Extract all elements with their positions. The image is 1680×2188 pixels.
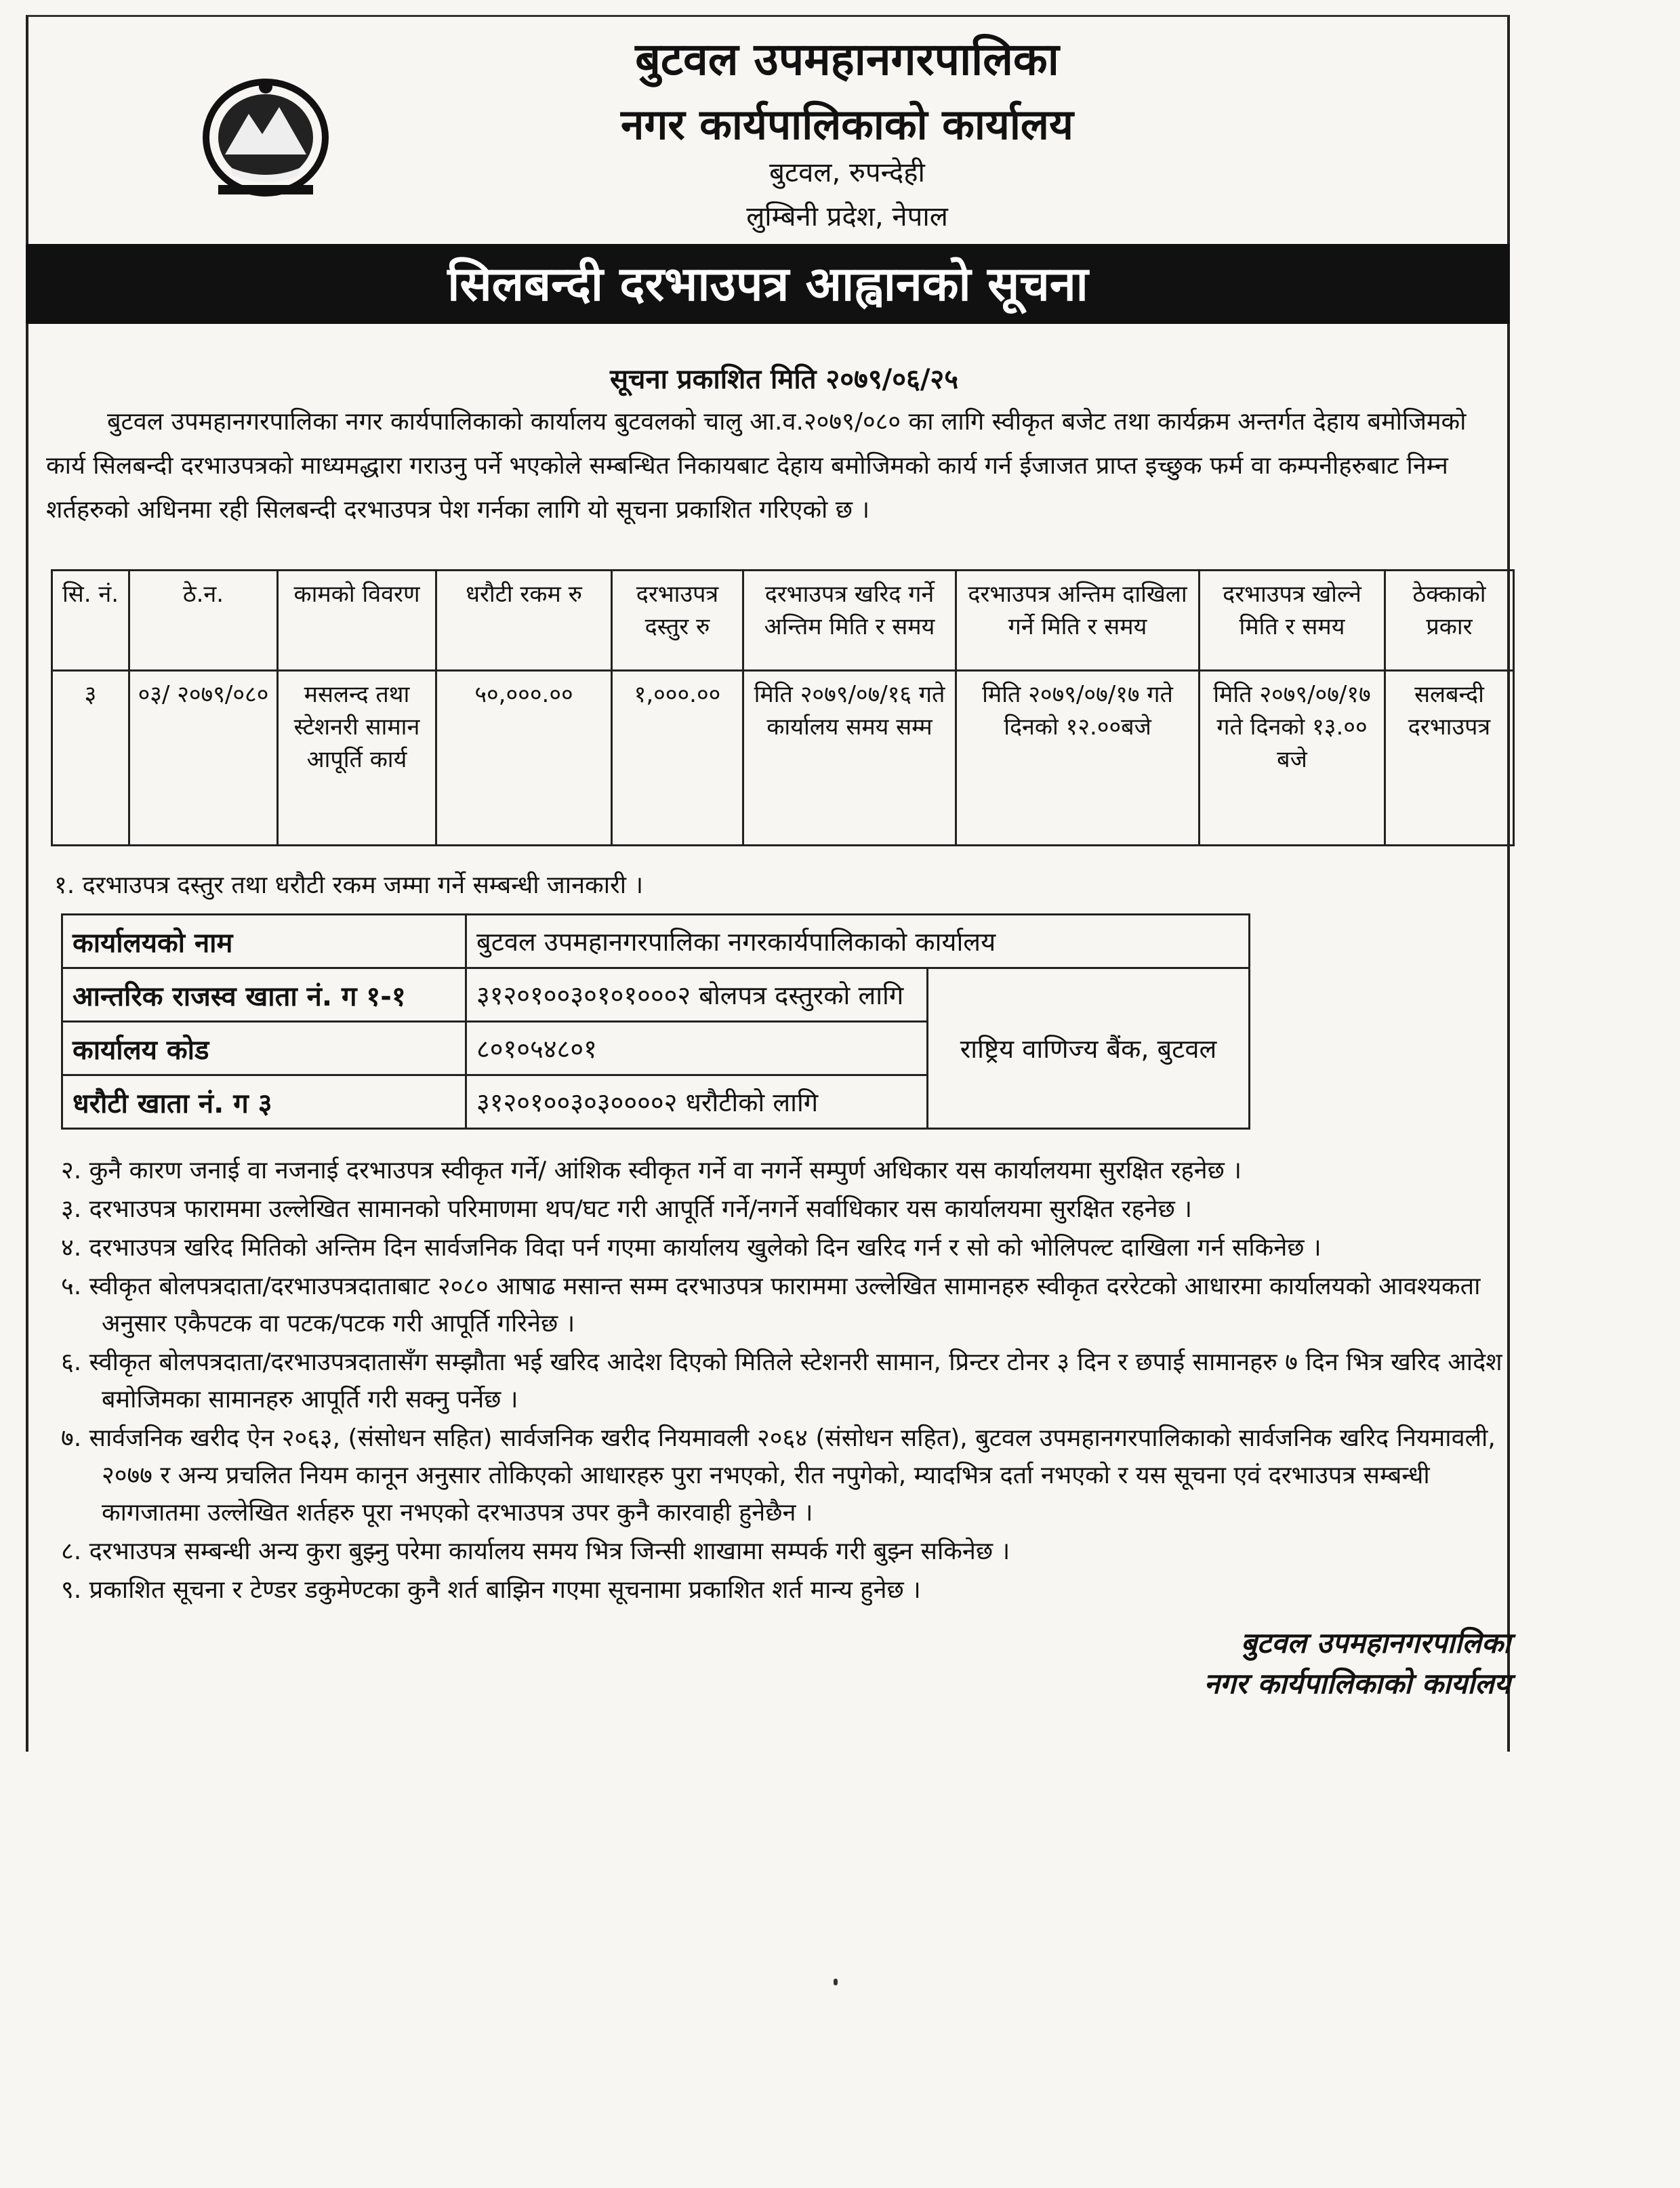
header-cell: ठेक्काको प्रकार <box>1385 571 1514 671</box>
account-value: ८०१०५४८०१ <box>466 1022 928 1075</box>
header-cell: ठे.न. <box>129 571 278 671</box>
list-item: ६. स्वीकृत बोलपत्रदाता/दरभाउपत्रदातासँग सम्झौता भई खरिद आदेश दिएको मितिले स्टेशनरी सामान, प्रिन्टर टोनर ३ दिन र छपाई सामानहरु ७ दिन भित्र खरिद आदेश बमोजिमका सामानहरु आपूर्ति गरी सक्नु पर्नेछ । <box>61 1348 1502 1413</box>
header-cell: सि. नं. <box>52 571 129 671</box>
published-date: सूचना प्रकाशित मिति २०७९/०६/२५ <box>610 364 959 395</box>
table-row <box>62 915 1250 968</box>
list-item: ९. प्रकाशित सूचना र टेण्डर डकुमेण्टका कुनै शर्त बाझिन गएमा सूचनामा प्रकाशित शर्त मान्य हुनेछ । <box>61 1576 921 1604</box>
list-item: ५. स्वीकृत बोलपत्रदाता/दरभाउपत्रदाताबाट २०८० आषाढ मसान्त सम्म दरभाउपत्र फाराममा उल्लेखित सामानहरु स्वीकृत दररेटको आधारमा कार्यालयको आवश्यकता अनुसार एकैपटक वा पटक/पटक गरी आपूर्ति गरिनेछ । <box>61 1273 1481 1338</box>
list-item: ४. दरभाउपत्र खरिद मितिको अन्तिम दिन सार्वजनिक विदा पर्न गएमा कार्यालय खुलेको दिन खरिद गर्न र सो को भोलिपल्ट दाखिला गर्न सकिनेछ । <box>61 1234 1322 1262</box>
signature-subtitle: नगर कार्यपालिकाको कार्यालय <box>1204 1667 1511 1700</box>
table-cell: मिति २०७९/०७/१६ गते कार्यालय समय सम्म <box>743 671 956 846</box>
header-cell: दरभाउपत्र खोल्ने मिति र समय <box>1200 571 1385 671</box>
terms-list <box>61 1152 1518 1610</box>
list-item: ८. दरभाउपत्र सम्बन्धी अन्य कुरा बुझ्नु परेमा कार्यालय समय भित्र जिन्सी शाखामा सम्पर्क गरी बुझ्न सकिनेछ । <box>61 1537 1010 1565</box>
intro-paragraph: बुटवल उपमहानगरपालिका नगर कार्यपालिकाको कार्यालय बुटवलको चालु आ.व.२०७९/०८० का लागि स्वीकृत बजेट तथा कार्यक्रम अन्तर्गत देहाय बमोजिमको कार्य सिलबन्दी दरभाउपत्रको माध्यमद्धारा गराउनु पर्ने भएकोले सम्बन्धित निकायबाट देहाय बमोजिमको कार्य गर्न ईजाजत प्राप्त इच्छुक फर्म वा कम्पनीहरुबाट निम्न शर्तहरुको अधिनमा रही सिलबन्दी दरभाउपत्र पेश गर्नका लागि यो सूचना प्रकाशित गरिएको छ । <box>46 408 1467 524</box>
office-name: बुटवल उपमहानगरपालिका <box>635 33 1059 85</box>
table-cell: १,०००.०० <box>612 671 743 846</box>
deposit-note: १. दरभाउपत्र दस्तुर तथा धरौटी रकम जम्मा गर्ने सम्बन्धी जानकारी । <box>54 871 644 899</box>
bank-name: राष्ट्रिय वाणिज्य बैंक, बुटवल <box>928 968 1250 1129</box>
table-cell: मसलन्द तथा स्टेशनरी सामान आपूर्ति कार्य <box>278 671 436 846</box>
scan-speck <box>834 1979 838 1985</box>
header-cell: दरभाउपत्र दस्तुर रु <box>612 571 743 671</box>
account-table <box>61 913 1250 1130</box>
table-cell: मिति २०७९/०७/१७ गते दिनको १३.०० बजे <box>1200 671 1385 846</box>
table-cell: ५०,०००.०० <box>436 671 612 846</box>
signature-office: बुटवल उपमहानगरपालिका <box>1240 1626 1511 1659</box>
table-cell: ०३/ २०७९/०८० <box>129 671 278 846</box>
list-item: ३. दरभाउपत्र फाराममा उल्लेखित सामानको परिमाणमा थप/घट गरी आपूर्ति गर्ने/नगर्ने सर्वाधिकार यस कार्यालयमा सुरक्षित रहनेछ । <box>61 1195 1192 1223</box>
account-value: ३१२०१००३०३००००२ धरौटीको लागि <box>466 1075 928 1129</box>
office-subtitle: नगर कार्यपालिकाको कार्यालय <box>621 100 1073 149</box>
header-cell: कामको विवरण <box>278 571 436 671</box>
table-cell: ३ <box>52 671 129 846</box>
office-location: बुटवल, रुपन्देही <box>769 157 925 188</box>
table-cell: मिति २०७९/०७/१७ गते दिनको १२.००बजे <box>956 671 1200 846</box>
account-label: आन्तरिक राजस्व खाता नं. ग १-१ <box>62 968 466 1022</box>
notice-banner: सिलबन्दी दरभाउपत्र आह्वानको सूचना <box>26 244 1510 324</box>
account-value: बुटवल उपमहानगरपालिका नगरकार्यपालिकाको कार्यालय <box>466 915 1250 968</box>
list-item: ७. सार्वजनिक खरीद ऐन २०६३, (संसोधन सहित) सार्वजनिक खरीद नियमावली २०६४ (संसोधन सहित), बुटवल उपमहानगरपालिकाको सार्वजनिक खरिद नियमावली, २०७७ र अन्य प्रचलित नियम कानून अनुसार तोकिएको आधारहरु पुरा नभएको, रीत नपुगेको, म्यादभित्र दर्ता नभएको र यस सूचना एवं दरभाउपत्र सम्बन्धी कागजातमा उल्लेखित शर्तहरु पूरा नभएको दरभाउपत्र उपर कुनै कारवाही हुनेछैन । <box>61 1424 1496 1527</box>
office-province: लुम्बिनी प्रदेश, नेपाल <box>746 201 948 232</box>
header-cell: धरौटी रकम रु <box>436 571 612 671</box>
account-label: कार्यालयको नाम <box>62 915 466 968</box>
account-value: ३१२०१००३०१०१०००२ बोलपत्र दस्तुरको लागि <box>466 968 928 1022</box>
header-cell: दरभाउपत्र खरिद गर्ने अन्तिम मिति र समय <box>743 571 956 671</box>
tender-table-header-row <box>52 571 1514 671</box>
table-row <box>52 671 1514 846</box>
account-label: धरौटी खाता नं. ग ३ <box>62 1075 466 1129</box>
account-label: कार्यालय कोड <box>62 1022 466 1075</box>
nepal-emblem-icon <box>198 73 333 202</box>
table-cell: सलबन्दी दरभाउपत्र <box>1385 671 1514 846</box>
table-row <box>62 968 1250 1022</box>
header-cell: दरभाउपत्र अन्तिम दाखिला गर्ने मिति र समय <box>956 571 1200 671</box>
tender-table <box>51 569 1515 846</box>
list-item: २. कुनै कारण जनाई वा नजनाई दरभाउपत्र स्वीकृत गर्ने/ आंशिक स्वीकृत गर्ने वा नगर्ने सम्पुर्ण अधिकार यस कार्यालयमा सुरक्षित रहनेछ । <box>61 1157 1242 1184</box>
